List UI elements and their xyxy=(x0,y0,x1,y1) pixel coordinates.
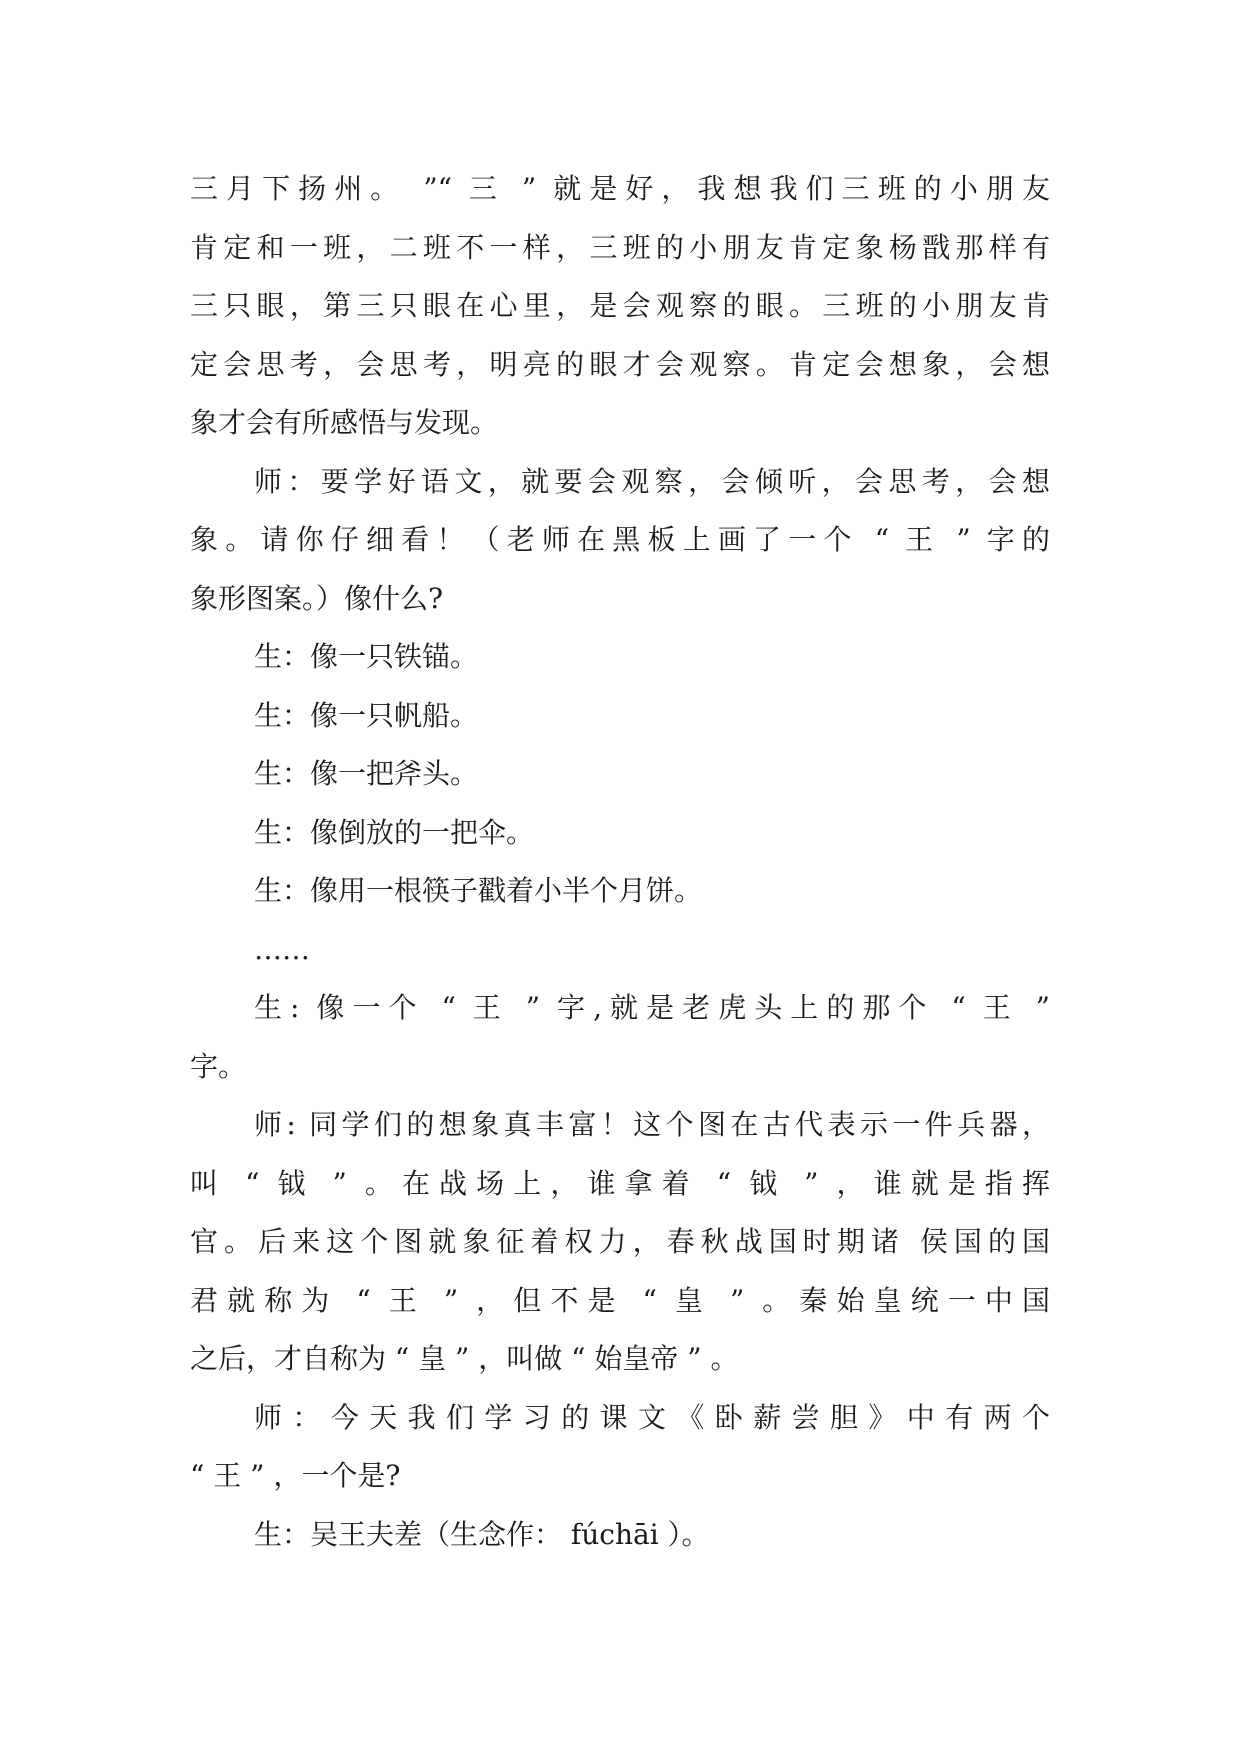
text-line: 君就称为 “ 王 ” ，但不是 “ 皇 ” 。秦始皇统一中国 xyxy=(190,1283,1050,1317)
text-line: 师：要学好语文，就要会观察，会倾听，会思考，会想 xyxy=(254,464,1050,498)
dialogue-line: 生：像一只铁锚。 xyxy=(254,640,479,673)
text-line: 象形图案。）像什么? xyxy=(190,581,444,615)
text-line: 肯定和一班，二班不一样，三班的小朋友肯定象杨戬那样有 xyxy=(190,230,1050,264)
text-line: 官。后来这个图就象征着权力，春秋战国时期诸 侯国的国 xyxy=(190,1225,1050,1258)
dialogue-line: 生：像一把斧头。 xyxy=(254,757,479,790)
text-line: 象才会有所感悟与发现。 xyxy=(190,406,499,439)
text-line: 叫 “ 钺 ” 。在战场上，谁拿着 “ 钺 ” ，谁就是指挥 xyxy=(190,1166,1050,1200)
dialogue-line: 生：像倒放的一把伞。 xyxy=(254,815,535,849)
dialogue-line: 生：吴王夫差（生念作： fúchāi ）。 xyxy=(254,1517,710,1551)
text-line: 字。 xyxy=(190,1049,247,1083)
dialogue-line: 师: 同学们的想象真丰富！这个图在古代表示一件兵器， xyxy=(254,1108,1050,1141)
text-line: 定会思考，会思考，明亮的眼才会观察。肯定会想象，会想 xyxy=(190,347,1050,381)
text-line: 之后，才自称为 “ 皇 ” ，叫做 “ 始皇帝 ” 。 xyxy=(190,1342,739,1375)
text-line: 三只眼，第三只眼在心里，是会观察的眼。三班的小朋友肯 xyxy=(190,289,1050,322)
dialogue-line: 生：像用一根筷子戳着小半个月饼。 xyxy=(254,874,703,907)
dialogue-line: 师：今天我们学习的课文《卧薪尝胆》中有两个 xyxy=(254,1400,1050,1434)
text-line: 象。请你仔细看！（老师在黑板上画了一个 “ 王 ” 字的 xyxy=(190,523,1050,556)
text-line: 三月下扬州。 ”“ 三 ” 就是好，我想我们三班的小朋友 xyxy=(190,172,1050,205)
document-body xyxy=(190,160,1050,1564)
dialogue-line: 生：像一只帆船。 xyxy=(254,698,479,732)
dialogue-line: 生: 像一个 “ 王 ” 字,就是老虎头上的那个 “ 王 ” xyxy=(254,991,1050,1024)
ellipsis-line: …… xyxy=(254,932,310,966)
text-line: “ 王 ” ，一个是? xyxy=(190,1459,401,1492)
